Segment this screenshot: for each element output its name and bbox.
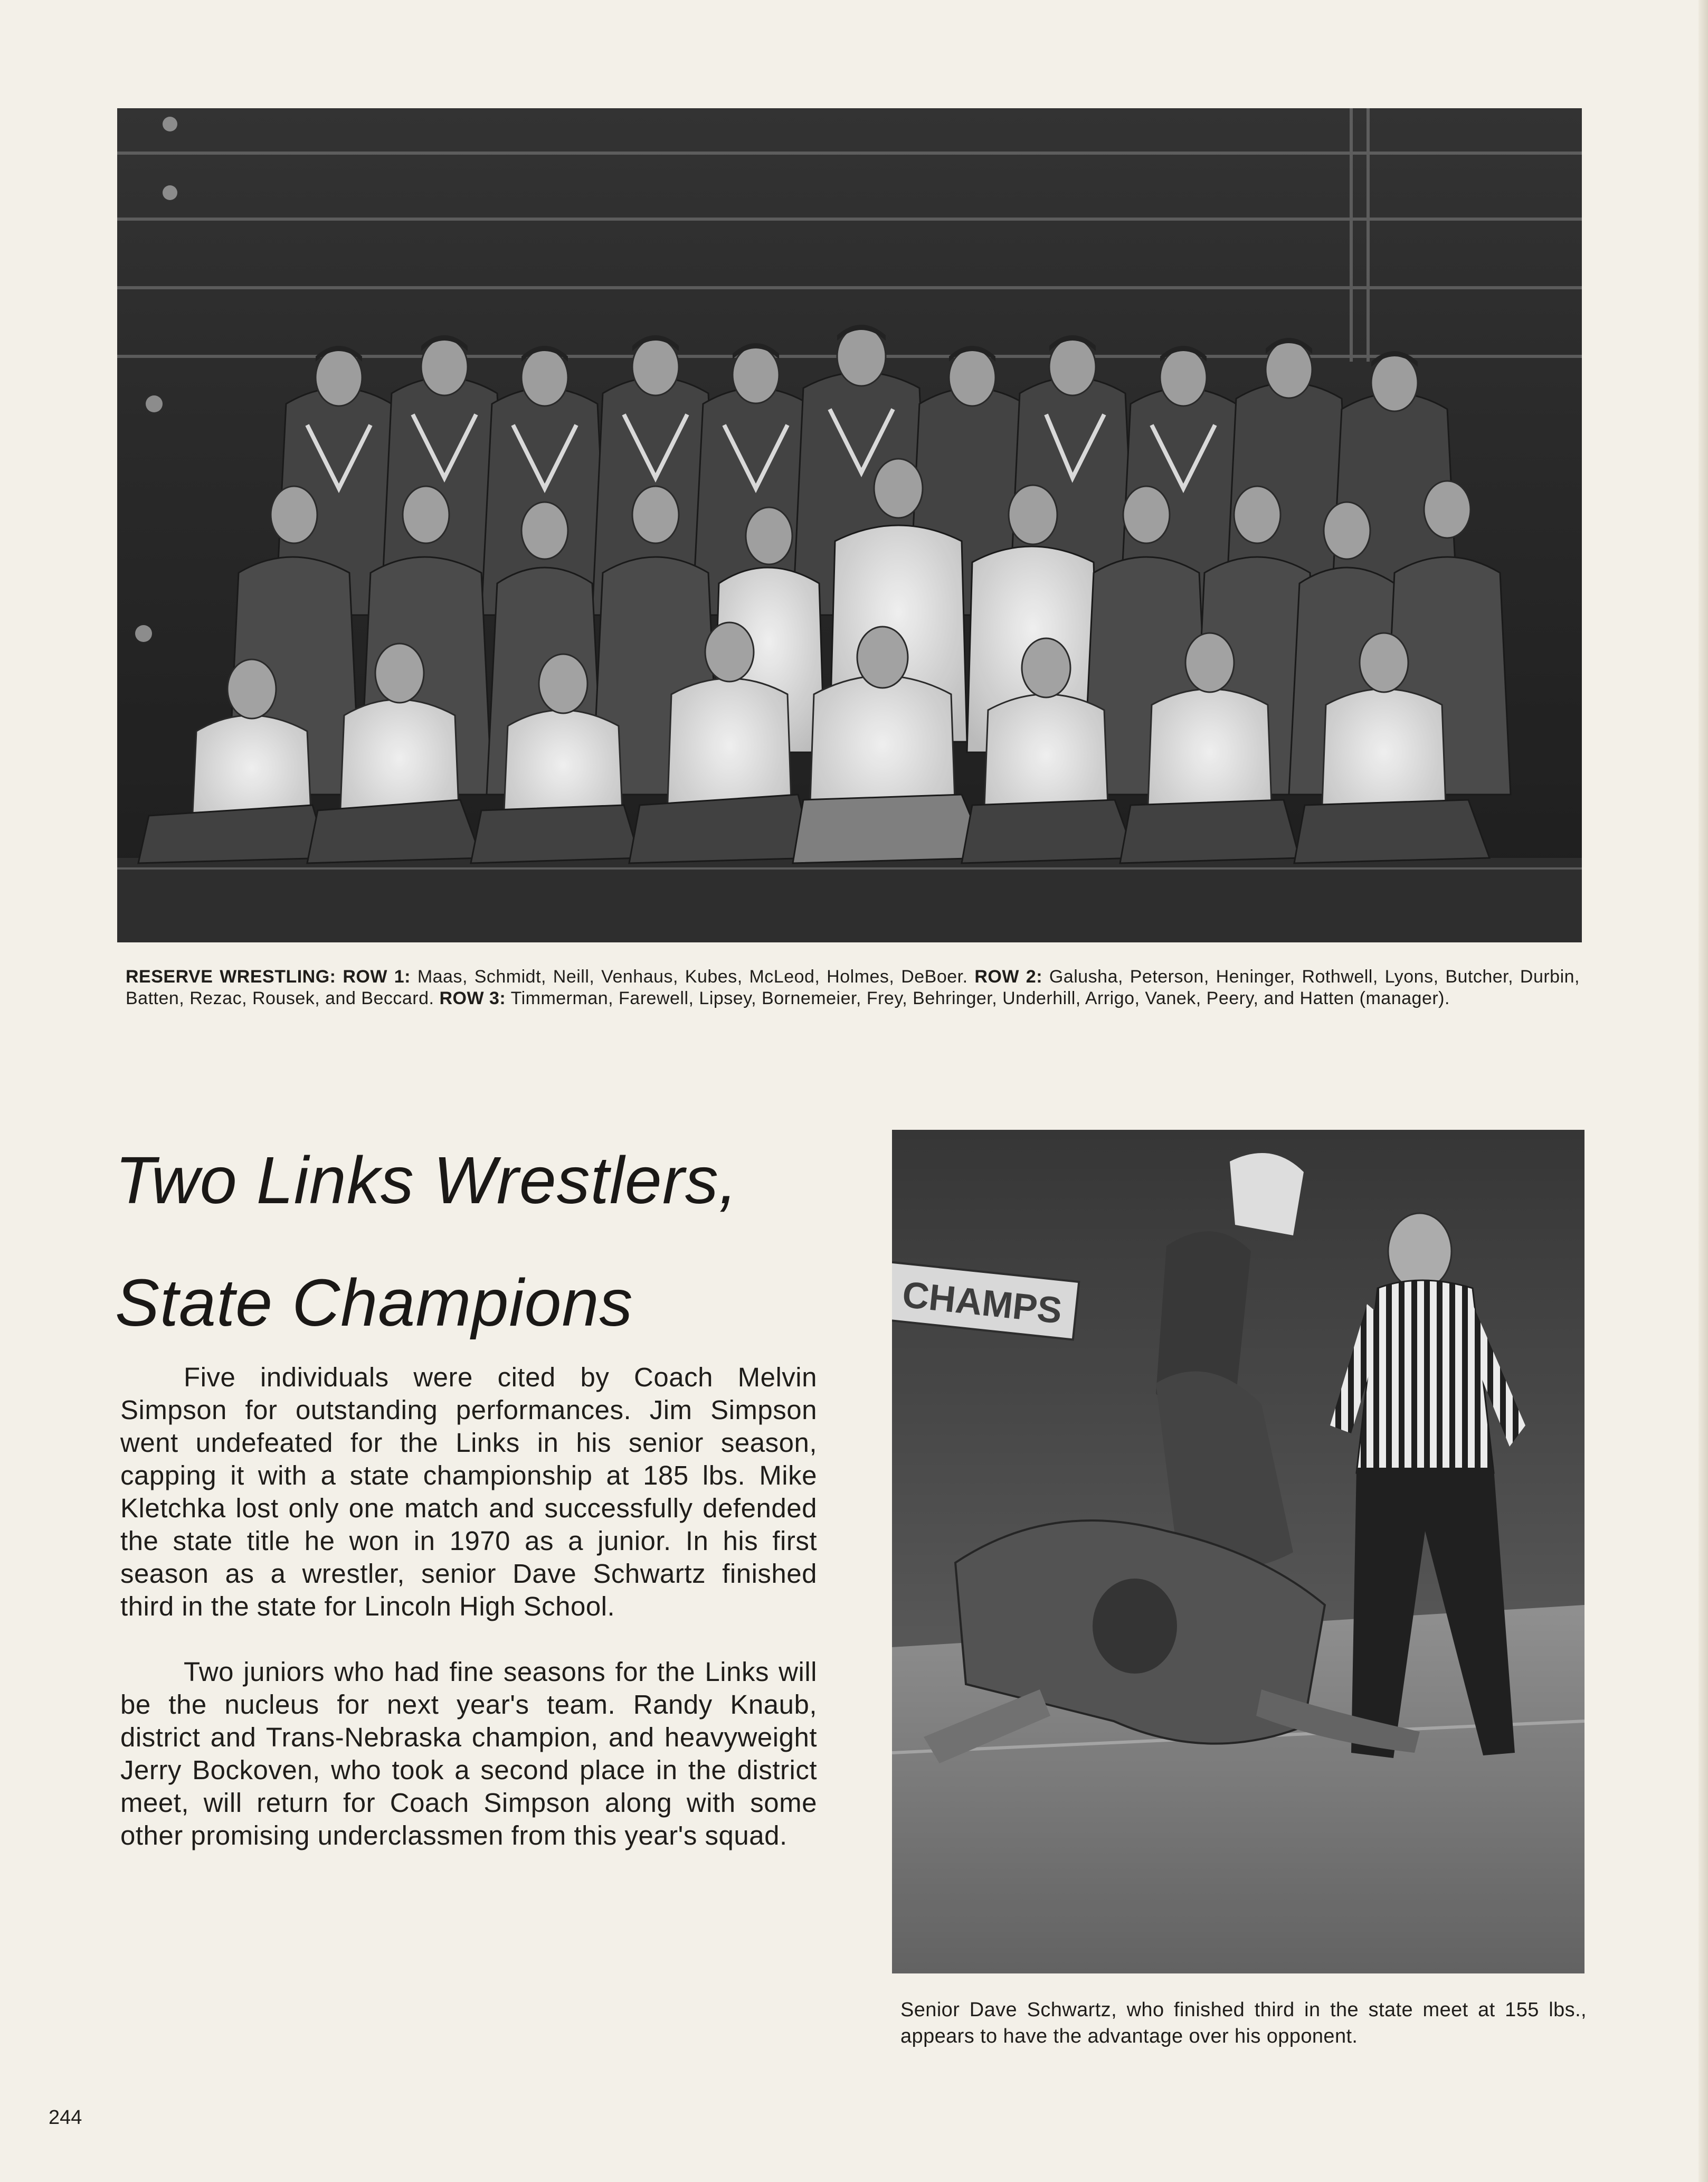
article-body (120, 1361, 817, 1885)
action-photo (892, 1130, 1584, 1973)
banner-text: CHAMPS (900, 1273, 1064, 1331)
row3-label: ROW 3: (439, 988, 506, 1008)
row2-names: Galusha, Peterson, Heninger, Rothwell, Lyons, Butcher, Durbin, Batten, Rezac, Rousek, and Beccard. (126, 967, 1580, 1008)
team-photo-caption (126, 966, 1580, 1009)
page-number: 244 (49, 2107, 82, 2129)
row3-names: Timmerman, Farewell, Lipsey, Bornemeier, Frey, Behringer, Underhill, Arrigo, Vanek, Peery, and Hatten (manager). (510, 988, 1450, 1008)
article-paragraph-2: Two juniors who had fine seasons for the Links will be the nucleus for next year's team. Randy Knaub, district and Trans-Nebraska champion, and heavyweight Jerry Bockoven, who took a second place in the district meet, will return for Coach Simpson along with some other promising underclassmen from this year's squad. (120, 1657, 817, 1850)
action-photo-caption: Senior Dave Schwartz, who finished third in the state meet at 155 lbs., appears to have the advantage over his opponent. (900, 1999, 1587, 2047)
team-photo-image (117, 108, 1582, 942)
caption-heading: RESERVE WRESTLING: (126, 967, 336, 987)
headline-line-1: Two Links Wrestlers, (115, 1143, 738, 1217)
row2-label: ROW 2: (974, 967, 1043, 987)
article-headline (115, 1119, 854, 1364)
headline-line-2: State Champions (115, 1265, 633, 1340)
page-edge (1698, 0, 1708, 2182)
team-photo (117, 108, 1582, 942)
article-paragraph-1: Five individuals were cited by Coach Melvin Simpson for outstanding performances. Jim Simpson went undefeated for the Links in his senior season, capping it with a state championship at 185 lbs. Mike Kletchka lost only one match and successfully defended the state title he won in 1970 as a junior. In his first season as a wrestler, senior Dave Schwartz finished third in the state for Lincoln High School. (120, 1362, 817, 1621)
row1-label: ROW 1: (343, 967, 411, 987)
action-photo-image (892, 1130, 1584, 1973)
row1-names: Maas, Schmidt, Neill, Venhaus, Kubes, McLeod, Holmes, DeBoer. (417, 967, 968, 987)
